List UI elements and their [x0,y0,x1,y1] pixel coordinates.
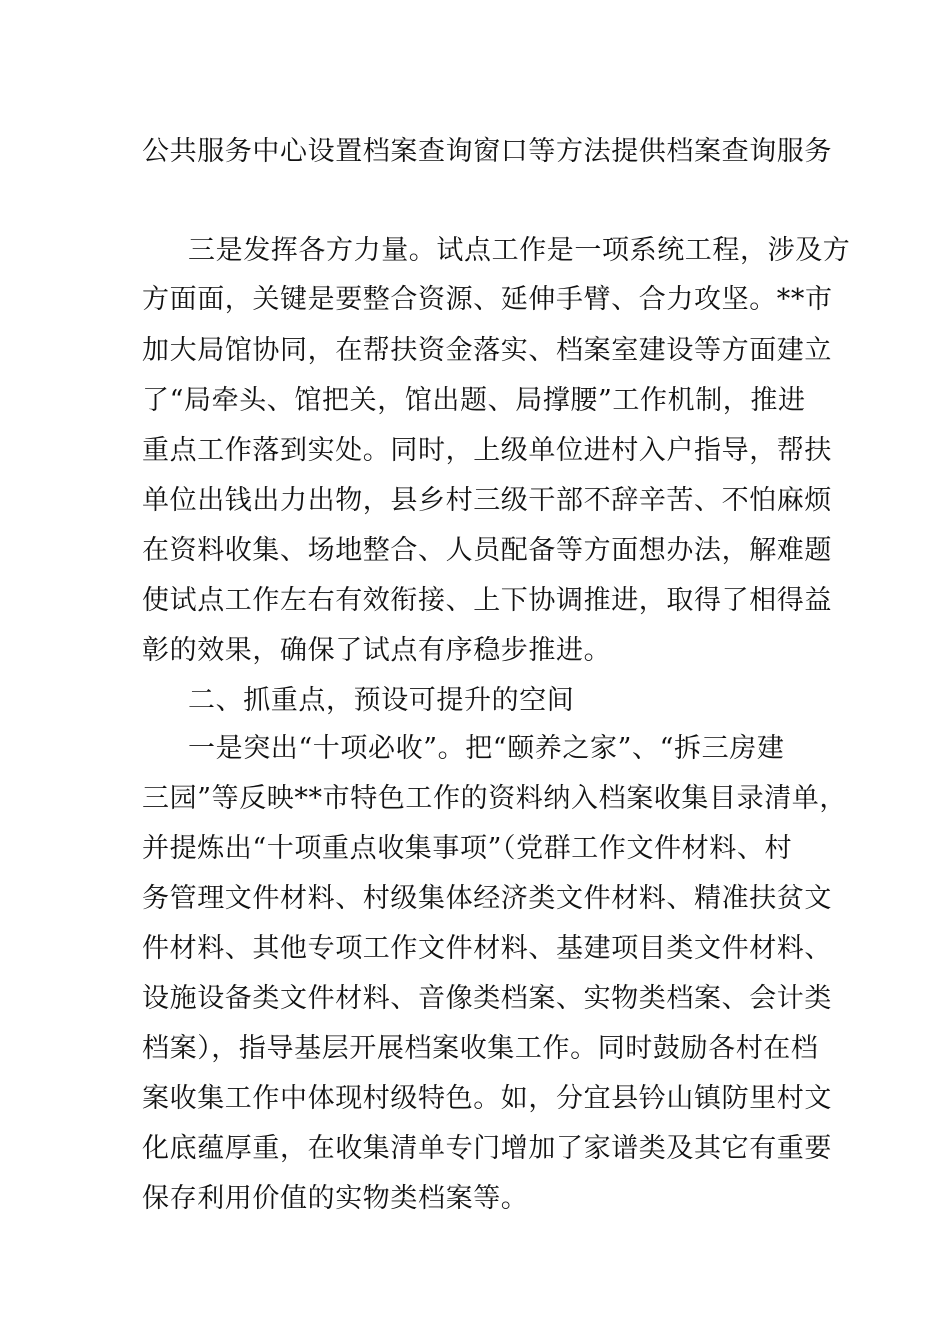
text-line: 单位出钱出力出物，县乡村三级干部不辞辛苦、不怕麻烦 [142,485,832,516]
text-line: 加大局馆协同，在帮扶资金落实、档案室建设等方面建立 [142,335,832,366]
text-line: 并提炼出“十项重点收集事项”（党群工作文件材料、村 [142,833,793,864]
text-line: 务管理文件材料、村级集体经济类文件材料、精准扶贫文 [142,883,832,914]
text-line: 档案），指导基层开展档案收集工作。同时鼓励各村在档 [142,1033,819,1064]
text-line: 使试点工作左右有效衔接、上下协调推进，取得了相得益 [142,585,832,616]
text-line: 化底蕴厚重，在收集清单专门增加了家谱类及其它有重要 [142,1133,832,1164]
text-line: 重点工作落到实处。同时，上级单位进村入户指导，帮扶 [142,435,832,466]
text-line: 三园”等反映**市特色工作的资料纳入档案收集目录清单， [142,783,848,814]
text-line: 了“局牵头、馆把关，馆出题、局撑腰”工作机制，推进 [142,385,806,416]
text-line: 彰的效果，确保了试点有序稳步推进。 [142,635,612,666]
text-line: 三是发挥各方力量。试点工作是一项系统工程，涉及方 [188,235,851,266]
text-line: 在资料收集、场地整合、人员配备等方面想办法，解难题 [142,535,832,566]
text-line: 公共服务中心设置档案查询窗口等方法提供档案查询服务 [142,136,832,167]
text-line: 设施设备类文件材料、音像类档案、实物类档案、会计类 [142,983,832,1014]
text-line: 方面面，关键是要整合资源、延伸手臂、合力攻坚。**市 [142,284,833,315]
text-line: 件材料、其他专项工作文件材料、基建项目类文件材料、 [142,933,832,964]
section-heading: 二、抓重点，预设可提升的空间 [188,685,575,716]
text-line: 案收集工作中体现村级特色。如，分宜县钤山镇防里村文 [142,1083,832,1114]
text-line: 保存利用价值的实物类档案等。 [142,1183,529,1214]
text-line: 一是突出“十项必收”。把“颐养之家”、“拆三房建 [188,733,785,764]
